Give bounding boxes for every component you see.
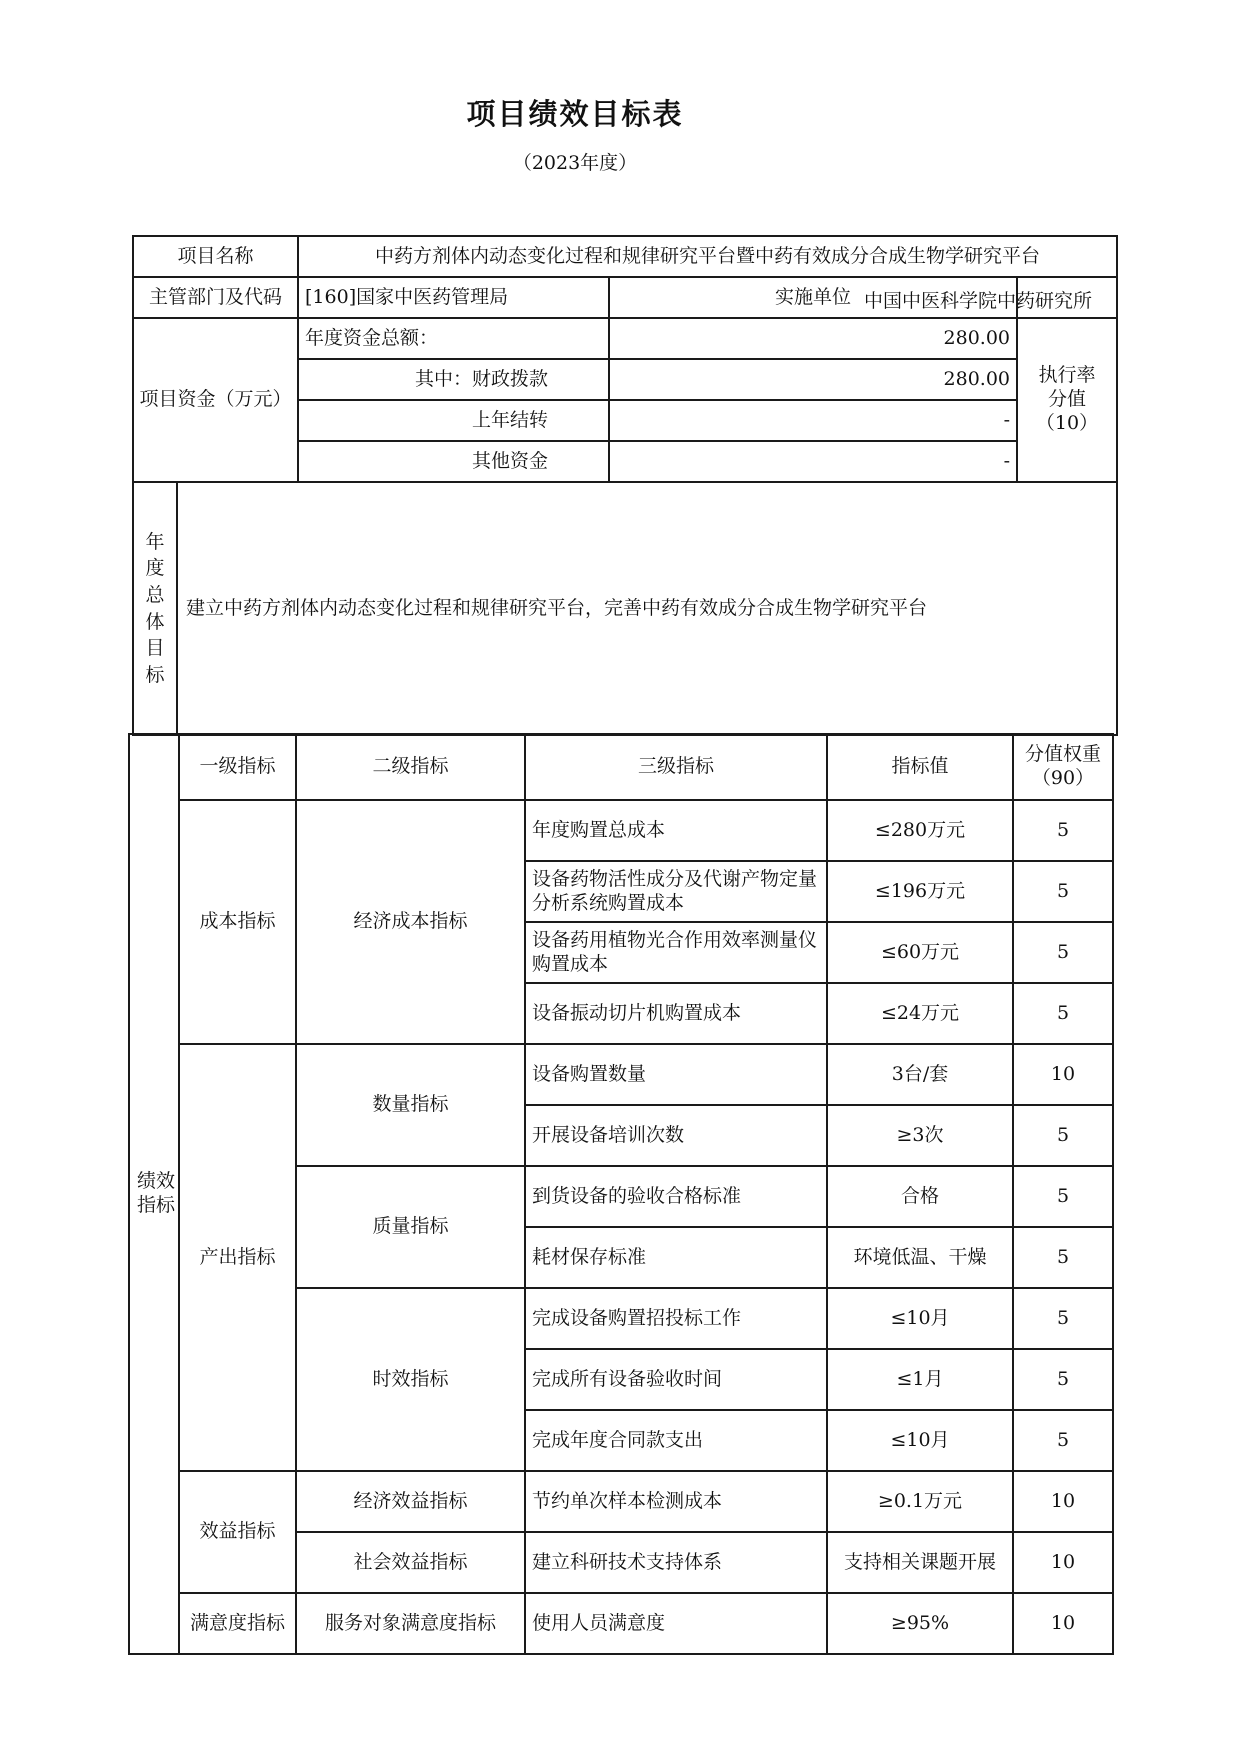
indicator-value: ≤10月 — [827, 1410, 1013, 1471]
indicator-name: 设备药物活性成分及代谢产物定量分析系统购置成本 — [525, 861, 827, 922]
indicator-value: 环境低温、干燥 — [827, 1227, 1013, 1288]
indicator-value: ≤1月 — [827, 1349, 1013, 1410]
indicator-value: 合格 — [827, 1166, 1013, 1227]
exec-rate-text: 执行率分值（10） — [1035, 364, 1099, 434]
indicator-value: 3台/套 — [827, 1044, 1013, 1105]
indicator-weight: 5 — [1013, 1288, 1113, 1349]
timeliness-level2: 时效指标 — [296, 1288, 525, 1471]
satisfaction-level1: 满意度指标 — [179, 1593, 296, 1654]
indicator-value: ≤196万元 — [827, 861, 1013, 922]
goal-label-text: 年度总体目标 — [145, 530, 165, 686]
indicator-name: 建立科研技术支持体系 — [525, 1532, 827, 1593]
indicator-value: ≤10月 — [827, 1288, 1013, 1349]
indicator-name: 完成年度合同款支出 — [525, 1410, 827, 1471]
indicator-name: 年度购置总成本 — [525, 800, 827, 861]
header-weight — [1013, 734, 1113, 800]
funds-total-row — [133, 318, 1117, 359]
table-row — [129, 1471, 1113, 1532]
project-name-row — [133, 236, 1117, 277]
indicator-value: 支持相关课题开展 — [827, 1532, 1013, 1593]
quantity-level2: 数量指标 — [296, 1044, 525, 1166]
economic-level2: 经济效益指标 — [296, 1471, 525, 1532]
impl-unit-label-text: 实施单位 — [775, 285, 852, 308]
indicator-name: 设备药用植物光合作用效率测量仪购置成本 — [525, 922, 827, 983]
page-title: 项目绩效目标表 — [466, 97, 684, 131]
page-subtitle: （2023年度） — [512, 152, 638, 174]
indicator-weight: 5 — [1013, 1227, 1113, 1288]
indicator-value: ≥3次 — [827, 1105, 1013, 1166]
table-row — [129, 800, 1113, 861]
goal-text: 建立中药方剂体内动态变化过程和规律研究平台，完善中药有效成分合成生物学研究平台 — [177, 482, 1117, 735]
dept-value: [160]国家中医药管理局 — [298, 277, 609, 318]
indicators-section-label — [129, 734, 179, 1654]
indicator-name: 开展设备培训次数 — [525, 1105, 827, 1166]
indicator-weight: 10 — [1013, 1471, 1113, 1532]
social-level2: 社会效益指标 — [296, 1532, 525, 1593]
cost-level1: 成本指标 — [179, 800, 296, 1044]
funds-fiscal-value: 280.00 — [609, 359, 1017, 400]
funds-total-label: 年度资金总额： — [298, 318, 609, 359]
indicator-weight: 5 — [1013, 1166, 1113, 1227]
indicator-weight: 5 — [1013, 1349, 1113, 1410]
indicator-name: 设备振动切片机购置成本 — [525, 983, 827, 1044]
quality-level2: 质量指标 — [296, 1166, 525, 1288]
table-row — [129, 1044, 1113, 1105]
indicators-table — [128, 733, 1114, 1655]
indicator-value: ≤60万元 — [827, 922, 1013, 983]
indicator-name: 完成设备购置招投标工作 — [525, 1288, 827, 1349]
indicator-name: 节约单次样本检测成本 — [525, 1471, 827, 1532]
funds-carry-label: 上年结转 — [298, 400, 609, 441]
indicator-name: 使用人员满意度 — [525, 1593, 827, 1654]
indicator-weight: 5 — [1013, 922, 1113, 983]
project-name-value: 中药方剂体内动态变化过程和规律研究平台暨中药有效成分合成生物学研究平台 — [298, 236, 1117, 277]
indicator-weight: 5 — [1013, 800, 1113, 861]
indicator-value: ≥0.1万元 — [827, 1471, 1013, 1532]
output-level1: 产出指标 — [179, 1044, 296, 1471]
indicator-weight: 5 — [1013, 983, 1113, 1044]
exec-rate-label — [1017, 318, 1117, 482]
indicator-weight: 5 — [1013, 1105, 1113, 1166]
indicator-value: ≤280万元 — [827, 800, 1013, 861]
funds-other-label: 其他资金 — [298, 441, 609, 482]
funds-carry-value: - — [609, 400, 1017, 441]
project-name-label: 项目名称 — [133, 236, 298, 277]
goal-label — [133, 482, 177, 735]
header-weight-text: 分值权重（90） — [1024, 743, 1101, 789]
header-level3: 三级指标 — [525, 734, 827, 800]
cost-level2: 经济成本指标 — [296, 800, 525, 1044]
funds-label: 项目资金（万元） — [133, 318, 298, 482]
funds-other-value: - — [609, 441, 1017, 482]
indicator-name: 设备购置数量 — [525, 1044, 827, 1105]
indicators-header-row — [129, 734, 1113, 800]
impl-unit-value: 中国中医科学院中药研究所 — [863, 290, 1092, 312]
table-row — [129, 1593, 1113, 1654]
indicator-weight: 5 — [1013, 861, 1113, 922]
benefit-level1: 效益指标 — [179, 1471, 296, 1593]
indicator-name: 完成所有设备验收时间 — [525, 1349, 827, 1410]
header-level1: 一级指标 — [179, 734, 296, 800]
funds-total-value: 280.00 — [609, 318, 1017, 359]
satisfaction-level2: 服务对象满意度指标 — [296, 1593, 525, 1654]
indicator-weight: 10 — [1013, 1044, 1113, 1105]
indicator-value: ≤24万元 — [827, 983, 1013, 1044]
header-level2: 二级指标 — [296, 734, 525, 800]
dept-label: 主管部门及代码 — [133, 277, 298, 318]
indicator-weight: 10 — [1013, 1532, 1113, 1593]
indicator-name: 到货设备的验收合格标准 — [525, 1166, 827, 1227]
indicator-name: 耗材保存标准 — [525, 1227, 827, 1288]
header-value: 指标值 — [827, 734, 1013, 800]
indicators-section-text: 绩效指标 — [136, 1170, 175, 1216]
indicator-weight: 5 — [1013, 1410, 1113, 1471]
funds-fiscal-label: 其中：财政拨款 — [298, 359, 609, 400]
indicator-value: ≥95% — [827, 1593, 1013, 1654]
indicator-weight: 10 — [1013, 1593, 1113, 1654]
goal-row — [133, 482, 1117, 735]
